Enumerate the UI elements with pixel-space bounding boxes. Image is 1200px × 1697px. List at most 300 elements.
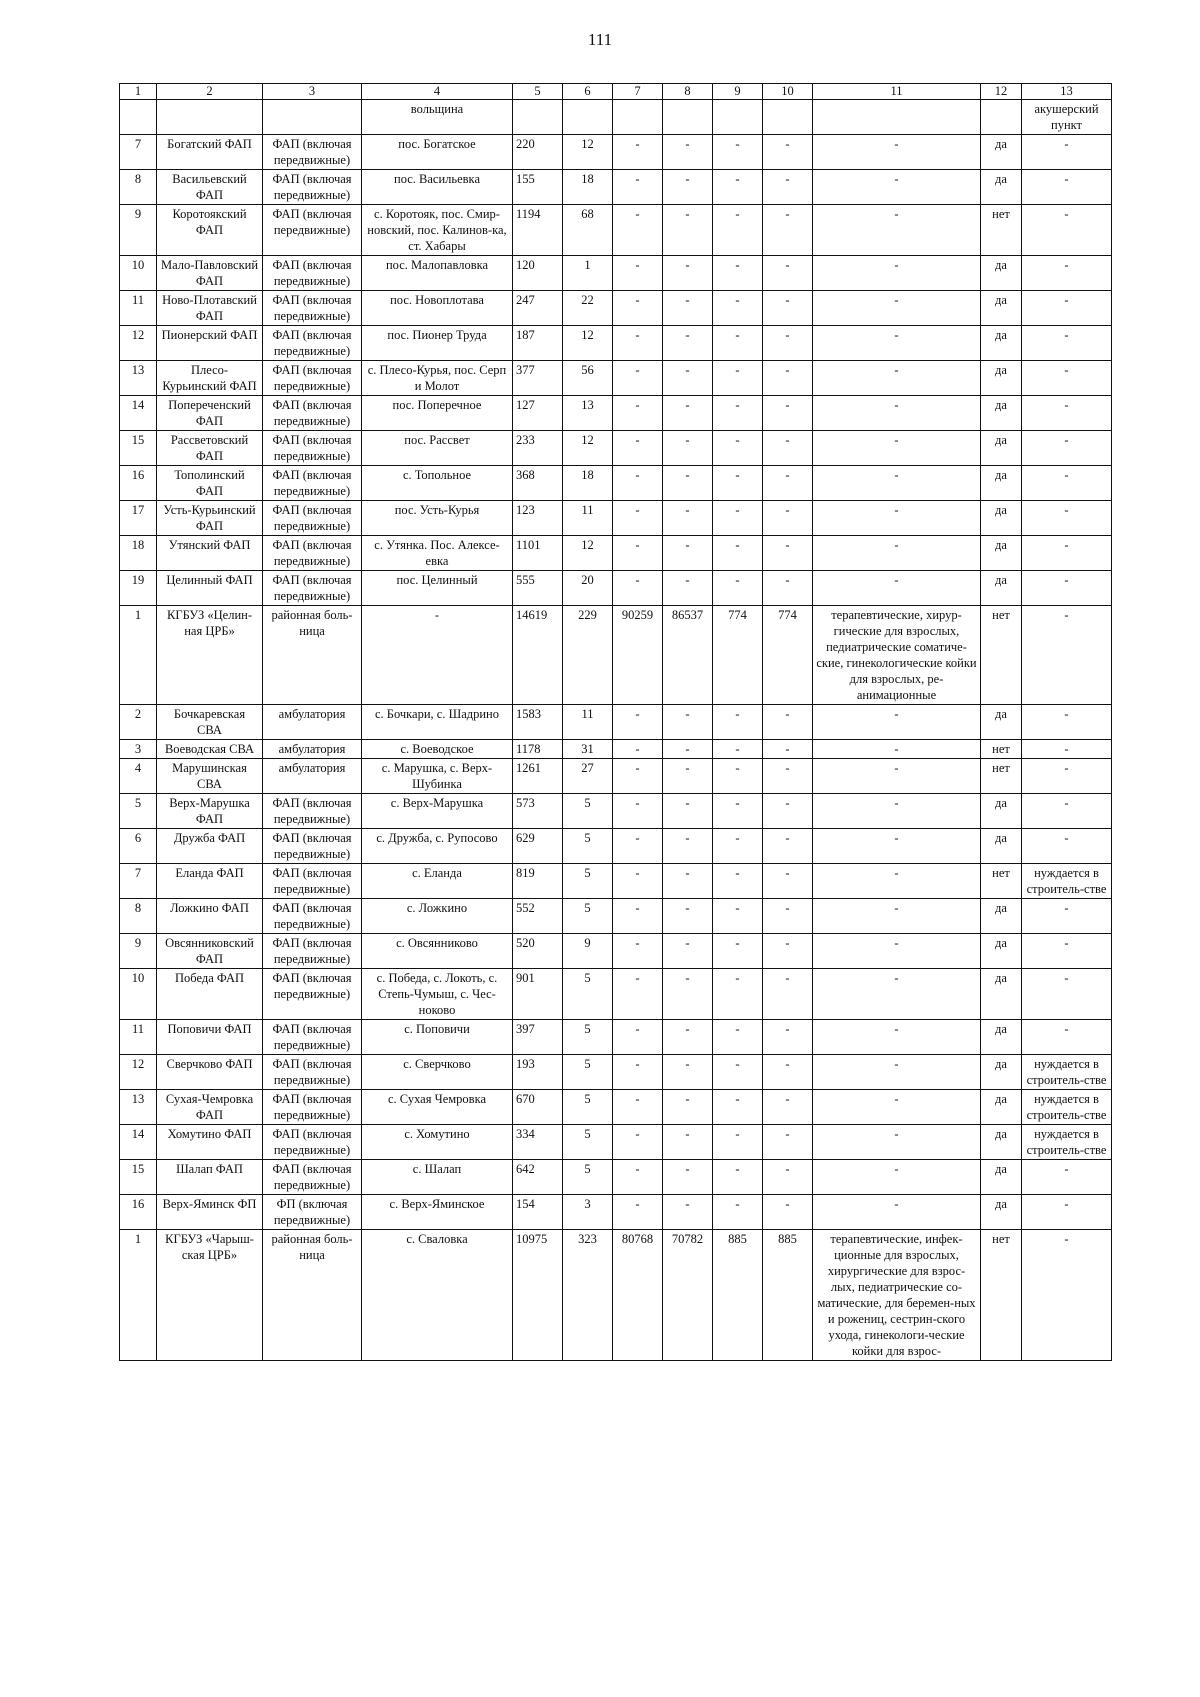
table-cell-col-12: да	[981, 1125, 1022, 1160]
table-cell-col-13: -	[1022, 326, 1112, 361]
table-cell-col-beds: -	[813, 431, 981, 466]
table-cell-col-7: -	[613, 969, 663, 1020]
table-cell-col-13: акушерский пункт	[1022, 100, 1112, 135]
table-cell-col-10: -	[763, 864, 813, 899]
table-cell-col-type: ФАП (включая передвижные)	[263, 170, 362, 205]
table-cell-col-num: 16	[120, 1195, 157, 1230]
table-row	[120, 794, 1112, 829]
table-cell-col-num: 11	[120, 291, 157, 326]
table-cell-col-9: -	[713, 466, 763, 501]
table-cell-col-5: 154	[513, 1195, 563, 1230]
table-row	[120, 326, 1112, 361]
table-cell-col-beds: -	[813, 969, 981, 1020]
table-cell-col-9: 885	[713, 1230, 763, 1361]
table-cell-col-6: 56	[563, 361, 613, 396]
table-cell-col-12: да	[981, 501, 1022, 536]
table-cell-col-9: -	[713, 135, 763, 170]
table-cell-col-12: да	[981, 536, 1022, 571]
table-cell-col-location: с. Плесо-Курья, пос. Серп и Молот	[362, 361, 513, 396]
table-cell-col-num: 1	[120, 606, 157, 705]
table-cell-col-12: да	[981, 431, 1022, 466]
table-cell-col-beds: -	[813, 864, 981, 899]
table-cell-col-type: ФАП (включая передвижные)	[263, 794, 362, 829]
table-cell-col-location: пос. Новоплотава	[362, 291, 513, 326]
table-cell-col-type: районная боль-ница	[263, 1230, 362, 1361]
table-cell-col-8: -	[663, 759, 713, 794]
table-cell-col-type: ФАП (включая передвижные)	[263, 829, 362, 864]
table-cell-col-beds: -	[813, 1020, 981, 1055]
table-row	[120, 361, 1112, 396]
table-cell-col-type: ФАП (включая передвижные)	[263, 536, 362, 571]
table-body	[120, 100, 1112, 1361]
table-cell-col-8: -	[663, 291, 713, 326]
table-cell-col-name: Ложкино ФАП	[157, 899, 263, 934]
table-cell-col-name: Коротоякский ФАП	[157, 205, 263, 256]
table-cell-col-7: -	[613, 1125, 663, 1160]
table-cell-col-13: -	[1022, 705, 1112, 740]
table-cell-col-8: -	[663, 1160, 713, 1195]
table-cell-col-5: 334	[513, 1125, 563, 1160]
table-cell-col-13: -	[1022, 135, 1112, 170]
table-cell-col-6: 5	[563, 899, 613, 934]
table-cell-col-13: -	[1022, 606, 1112, 705]
table-cell-col-num: 14	[120, 396, 157, 431]
table-cell-col-9: -	[713, 759, 763, 794]
table-cell-col-10: -	[763, 501, 813, 536]
table-cell-col-name: Целинный ФАП	[157, 571, 263, 606]
table-cell-col-9: -	[713, 326, 763, 361]
table-cell-col-6: 5	[563, 1055, 613, 1090]
table-cell-col-6: 11	[563, 705, 613, 740]
table-cell-col-10: -	[763, 291, 813, 326]
table-cell-col-12: нет	[981, 864, 1022, 899]
table-cell-col-name	[157, 100, 263, 135]
table-row	[120, 1230, 1112, 1361]
table-cell-col-13: -	[1022, 536, 1112, 571]
table-cell-col-beds: -	[813, 1195, 981, 1230]
column-number-row	[120, 84, 1112, 100]
table-cell-col-10: -	[763, 466, 813, 501]
table-cell-col-location: с. Овсянниково	[362, 934, 513, 969]
column-header-3: 3	[263, 84, 362, 100]
table-cell-col-6: 3	[563, 1195, 613, 1230]
table-cell-col-10: -	[763, 1125, 813, 1160]
table-row	[120, 740, 1112, 759]
table-cell-col-5: 120	[513, 256, 563, 291]
table-cell-col-9: -	[713, 536, 763, 571]
table-cell-col-type: ФАП (включая передвижные)	[263, 934, 362, 969]
table-cell-col-9: -	[713, 291, 763, 326]
table-cell-col-13: -	[1022, 361, 1112, 396]
table-cell-col-12: да	[981, 1055, 1022, 1090]
table-cell-col-9: -	[713, 899, 763, 934]
table-cell-col-name: Ново-Плотавский ФАП	[157, 291, 263, 326]
table-cell-col-location: пос. Пионер Труда	[362, 326, 513, 361]
table-cell-col-10	[763, 100, 813, 135]
table-cell-col-5: 233	[513, 431, 563, 466]
table-cell-col-8: -	[663, 536, 713, 571]
table-cell-col-7: -	[613, 326, 663, 361]
table-cell-col-8: -	[663, 1020, 713, 1055]
table-cell-col-beds: -	[813, 396, 981, 431]
table-cell-col-6: 9	[563, 934, 613, 969]
table-cell-col-5: 670	[513, 1090, 563, 1125]
table-cell-col-num	[120, 100, 157, 135]
table-cell-col-5	[513, 100, 563, 135]
table-cell-col-type: ФАП (включая передвижные)	[263, 361, 362, 396]
table-cell-col-beds: -	[813, 291, 981, 326]
table-cell-col-13: -	[1022, 256, 1112, 291]
table-cell-col-12: да	[981, 1160, 1022, 1195]
table-cell-col-num: 4	[120, 759, 157, 794]
table-cell-col-10: -	[763, 361, 813, 396]
table-cell-col-5: 14619	[513, 606, 563, 705]
table-cell-col-location: с. Сухая Чемровка	[362, 1090, 513, 1125]
table-cell-col-6: 1	[563, 256, 613, 291]
table-cell-col-12: да	[981, 794, 1022, 829]
table-row	[120, 536, 1112, 571]
table-cell-col-9: -	[713, 794, 763, 829]
table-cell-col-6: 5	[563, 1160, 613, 1195]
table-cell-col-type: ФАП (включая передвижные)	[263, 969, 362, 1020]
table-cell-col-10: -	[763, 759, 813, 794]
table-cell-col-10: -	[763, 256, 813, 291]
table-cell-col-8: -	[663, 431, 713, 466]
table-cell-col-location: пос. Поперечное	[362, 396, 513, 431]
table-row	[120, 396, 1112, 431]
table-row	[120, 606, 1112, 705]
table-cell-col-8: 86537	[663, 606, 713, 705]
table-cell-col-type: ФАП (включая передвижные)	[263, 1160, 362, 1195]
table-cell-col-7: -	[613, 361, 663, 396]
table-cell-col-7: -	[613, 256, 663, 291]
table-row	[120, 205, 1112, 256]
table-cell-col-6: 12	[563, 326, 613, 361]
table-cell-col-location: с. Еланда	[362, 864, 513, 899]
table-cell-col-6: 5	[563, 969, 613, 1020]
table-cell-col-5: 193	[513, 1055, 563, 1090]
table-cell-col-13: нуждается в строитель-стве	[1022, 1125, 1112, 1160]
table-cell-col-12: да	[981, 934, 1022, 969]
table-row	[120, 934, 1112, 969]
column-header-2: 2	[157, 84, 263, 100]
table-cell-col-8: -	[663, 1090, 713, 1125]
table-cell-col-name: Мало-Павловский ФАП	[157, 256, 263, 291]
table-cell-col-12: да	[981, 705, 1022, 740]
table-cell-col-13: нуждается в строитель-стве	[1022, 1090, 1112, 1125]
table-cell-col-type: ФАП (включая передвижные)	[263, 864, 362, 899]
table-cell-col-type: амбулатория	[263, 740, 362, 759]
table-cell-col-7: -	[613, 899, 663, 934]
table-cell-col-name: КГБУЗ «Целин-ная ЦРБ»	[157, 606, 263, 705]
table-cell-col-name: Сверчково ФАП	[157, 1055, 263, 1090]
table-cell-col-type: ФП (включая передвижные)	[263, 1195, 362, 1230]
table-cell-col-5: 552	[513, 899, 563, 934]
table-cell-col-9: -	[713, 1160, 763, 1195]
table-cell-col-7: -	[613, 794, 663, 829]
table-cell-col-num: 11	[120, 1020, 157, 1055]
table-cell-col-10: -	[763, 431, 813, 466]
table-cell-col-beds: -	[813, 256, 981, 291]
table-row	[120, 829, 1112, 864]
table-cell-col-num: 5	[120, 794, 157, 829]
page-number: 111	[587, 30, 613, 49]
table-cell-col-beds: -	[813, 759, 981, 794]
table-cell-col-location: вольщина	[362, 100, 513, 135]
table-row	[120, 1125, 1112, 1160]
table-cell-col-13: -	[1022, 759, 1112, 794]
table-cell-col-type: ФАП (включая передвижные)	[263, 205, 362, 256]
table-cell-col-10: -	[763, 571, 813, 606]
table-cell-col-7: -	[613, 759, 663, 794]
table-cell-col-location: с. Сверчково	[362, 1055, 513, 1090]
table-cell-col-location: с. Поповичи	[362, 1020, 513, 1055]
table-cell-col-12: да	[981, 466, 1022, 501]
table-cell-col-9: -	[713, 829, 763, 864]
table-cell-col-name: Верх-Яминск ФП	[157, 1195, 263, 1230]
table-cell-col-name: Марушинская СВА	[157, 759, 263, 794]
table-cell-col-12: да	[981, 1090, 1022, 1125]
table-cell-col-12: да	[981, 969, 1022, 1020]
table-cell-col-6: 5	[563, 1090, 613, 1125]
table-cell-col-12: да	[981, 571, 1022, 606]
table-row	[120, 100, 1112, 135]
table-cell-col-10: -	[763, 205, 813, 256]
table-cell-col-13: -	[1022, 396, 1112, 431]
table-cell-col-location: с. Коротояк, пос. Смир-новский, пос. Калинов-ка, ст. Хабары	[362, 205, 513, 256]
table-cell-col-9: -	[713, 256, 763, 291]
table-cell-col-type: ФАП (включая передвижные)	[263, 501, 362, 536]
table-cell-col-9: -	[713, 431, 763, 466]
table-cell-col-num: 15	[120, 431, 157, 466]
table-cell-col-12: да	[981, 135, 1022, 170]
table-cell-col-beds: терапевтические, инфек-ционные для взрослых, хирургические для взрос-лых, педиатрические со-матические, для беремен-ных и рожениц, сестрин-ского ухода, гинекологи-ческие койки для взрос-	[813, 1230, 981, 1361]
table-cell-col-9: -	[713, 969, 763, 1020]
table-cell-col-10: -	[763, 536, 813, 571]
table-cell-col-type: ФАП (включая передвижные)	[263, 256, 362, 291]
table-cell-col-8: -	[663, 705, 713, 740]
table-row	[120, 759, 1112, 794]
table-cell-col-13: -	[1022, 431, 1112, 466]
table-cell-col-12: да	[981, 829, 1022, 864]
table-cell-col-7: -	[613, 740, 663, 759]
table-row	[120, 466, 1112, 501]
table-cell-col-name: Сухая-Чемровка ФАП	[157, 1090, 263, 1125]
table-cell-col-location: пос. Васильевка	[362, 170, 513, 205]
table-cell-col-6: 13	[563, 396, 613, 431]
table-cell-col-num: 16	[120, 466, 157, 501]
table-cell-col-10: -	[763, 1195, 813, 1230]
table-cell-col-6: 18	[563, 170, 613, 205]
table-cell-col-5: 127	[513, 396, 563, 431]
table-cell-col-10: -	[763, 740, 813, 759]
table-cell-col-type: ФАП (включая передвижные)	[263, 899, 362, 934]
table-cell-col-beds: -	[813, 1090, 981, 1125]
table-cell-col-8: -	[663, 396, 713, 431]
table-cell-col-name: Еланда ФАП	[157, 864, 263, 899]
table-cell-col-8	[663, 100, 713, 135]
table-cell-col-name: Верх-Марушка ФАП	[157, 794, 263, 829]
table-cell-col-8: -	[663, 571, 713, 606]
column-header-4: 4	[362, 84, 513, 100]
table-cell-col-9: 774	[713, 606, 763, 705]
table-cell-col-10: -	[763, 135, 813, 170]
table-cell-col-5: 555	[513, 571, 563, 606]
column-header-9: 9	[713, 84, 763, 100]
table-cell-col-6: 12	[563, 135, 613, 170]
table-cell-col-13: -	[1022, 1020, 1112, 1055]
table-cell-col-8: -	[663, 170, 713, 205]
table-cell-col-name: КГБУЗ «Чарыш-ская ЦРБ»	[157, 1230, 263, 1361]
table-cell-col-type	[263, 100, 362, 135]
table-cell-col-9: -	[713, 1090, 763, 1125]
table-cell-col-num: 12	[120, 326, 157, 361]
table-cell-col-5: 397	[513, 1020, 563, 1055]
table-cell-col-name: Пионерский ФАП	[157, 326, 263, 361]
table-cell-col-beds: -	[813, 705, 981, 740]
table-cell-col-6	[563, 100, 613, 135]
table-cell-col-13: -	[1022, 934, 1112, 969]
table-cell-col-name: Васильевский ФАП	[157, 170, 263, 205]
table-cell-col-7: -	[613, 170, 663, 205]
table-cell-col-13: -	[1022, 170, 1112, 205]
table-cell-col-5: 1101	[513, 536, 563, 571]
table-cell-col-type: ФАП (включая передвижные)	[263, 466, 362, 501]
table-cell-col-name: Усть-Курьинский ФАП	[157, 501, 263, 536]
table-cell-col-num: 10	[120, 256, 157, 291]
table-cell-col-location: пос. Рассвет	[362, 431, 513, 466]
column-header-10: 10	[763, 84, 813, 100]
table-cell-col-7: -	[613, 1020, 663, 1055]
table-cell-col-10: -	[763, 1020, 813, 1055]
table-cell-col-10: -	[763, 1160, 813, 1195]
table-cell-col-location: с. Сваловка	[362, 1230, 513, 1361]
table-cell-col-type: амбулатория	[263, 705, 362, 740]
table-cell-col-8: -	[663, 205, 713, 256]
table-cell-col-num: 7	[120, 135, 157, 170]
table-cell-col-12: нет	[981, 740, 1022, 759]
table-cell-col-location: с. Шалап	[362, 1160, 513, 1195]
table-cell-col-num: 13	[120, 361, 157, 396]
table-cell-col-7: 80768	[613, 1230, 663, 1361]
table-cell-col-name: Утянский ФАП	[157, 536, 263, 571]
table-cell-col-beds: -	[813, 170, 981, 205]
table-cell-col-beds: -	[813, 466, 981, 501]
table-cell-col-8: -	[663, 501, 713, 536]
table-cell-col-9: -	[713, 396, 763, 431]
table-cell-col-type: ФАП (включая передвижные)	[263, 1020, 362, 1055]
table-row	[120, 1020, 1112, 1055]
table-cell-col-5: 10975	[513, 1230, 563, 1361]
table-cell-col-name: Бочкаревская СВА	[157, 705, 263, 740]
table-cell-col-9: -	[713, 1020, 763, 1055]
table-cell-col-5: 520	[513, 934, 563, 969]
table-row	[120, 1055, 1112, 1090]
table-cell-col-5: 1583	[513, 705, 563, 740]
table-cell-col-12: да	[981, 256, 1022, 291]
table-cell-col-12: нет	[981, 606, 1022, 705]
column-header-11: 11	[813, 84, 981, 100]
table-cell-col-name: Шалап ФАП	[157, 1160, 263, 1195]
table-cell-col-name: Богатский ФАП	[157, 135, 263, 170]
table-cell-col-location: с. Бочкари, с. Шадрино	[362, 705, 513, 740]
table-cell-col-9: -	[713, 934, 763, 969]
table-cell-col-location: -	[362, 606, 513, 705]
table-row	[120, 501, 1112, 536]
table-cell-col-10: -	[763, 396, 813, 431]
table-cell-col-6: 22	[563, 291, 613, 326]
table-cell-col-6: 11	[563, 501, 613, 536]
table-cell-col-6: 5	[563, 1125, 613, 1160]
table-cell-col-location: с. Ложкино	[362, 899, 513, 934]
table-cell-col-10: 774	[763, 606, 813, 705]
column-header-5: 5	[513, 84, 563, 100]
table-row	[120, 170, 1112, 205]
table-cell-col-7: -	[613, 396, 663, 431]
table-cell-col-name: Плесо-Курьинский ФАП	[157, 361, 263, 396]
table-cell-col-13: нуждается в строитель-стве	[1022, 1055, 1112, 1090]
column-header-6: 6	[563, 84, 613, 100]
table-cell-col-8: -	[663, 899, 713, 934]
table-cell-col-num: 9	[120, 934, 157, 969]
table-cell-col-type: ФАП (включая передвижные)	[263, 1090, 362, 1125]
table-cell-col-beds	[813, 100, 981, 135]
table-row	[120, 256, 1112, 291]
table-cell-col-12	[981, 100, 1022, 135]
table-cell-col-type: ФАП (включая передвижные)	[263, 291, 362, 326]
table-cell-col-location: с. Верх-Марушка	[362, 794, 513, 829]
table-cell-col-10: -	[763, 170, 813, 205]
table-cell-col-6: 27	[563, 759, 613, 794]
table-cell-col-beds: -	[813, 135, 981, 170]
table-cell-col-13: -	[1022, 969, 1112, 1020]
table-cell-col-7: -	[613, 536, 663, 571]
table-cell-col-6: 5	[563, 1020, 613, 1055]
table-cell-col-12: да	[981, 326, 1022, 361]
table-cell-col-10: -	[763, 829, 813, 864]
table-cell-col-num: 14	[120, 1125, 157, 1160]
table-cell-col-10: -	[763, 934, 813, 969]
table-cell-col-9: -	[713, 1125, 763, 1160]
table-cell-col-6: 31	[563, 740, 613, 759]
table-cell-col-num: 10	[120, 969, 157, 1020]
table-cell-col-beds: -	[813, 1055, 981, 1090]
table-cell-col-9: -	[713, 1055, 763, 1090]
table-cell-col-8: -	[663, 466, 713, 501]
table-cell-col-13: -	[1022, 205, 1112, 256]
table-cell-col-type: ФАП (включая передвижные)	[263, 396, 362, 431]
column-header-13: 13	[1022, 84, 1112, 100]
table-cell-col-12: да	[981, 899, 1022, 934]
table-cell-col-num: 8	[120, 899, 157, 934]
table-cell-col-type: ФАП (включая передвижные)	[263, 571, 362, 606]
table-cell-col-7: -	[613, 205, 663, 256]
table-cell-col-7: -	[613, 501, 663, 536]
table-cell-col-5: 642	[513, 1160, 563, 1195]
table-cell-col-12: нет	[981, 205, 1022, 256]
table-cell-col-8: -	[663, 326, 713, 361]
table-cell-col-7: -	[613, 571, 663, 606]
column-header-1: 1	[120, 84, 157, 100]
table-cell-col-beds: -	[813, 501, 981, 536]
table-cell-col-7	[613, 100, 663, 135]
table-cell-col-location: с. Победа, с. Локоть, с. Степь-Чумыш, с. Чес-ноково	[362, 969, 513, 1020]
table-cell-col-type: ФАП (включая передвижные)	[263, 326, 362, 361]
table-cell-col-num: 12	[120, 1055, 157, 1090]
table-cell-col-beds: -	[813, 740, 981, 759]
table-cell-col-location: пос. Целинный	[362, 571, 513, 606]
table-cell-col-name: Победа ФАП	[157, 969, 263, 1020]
